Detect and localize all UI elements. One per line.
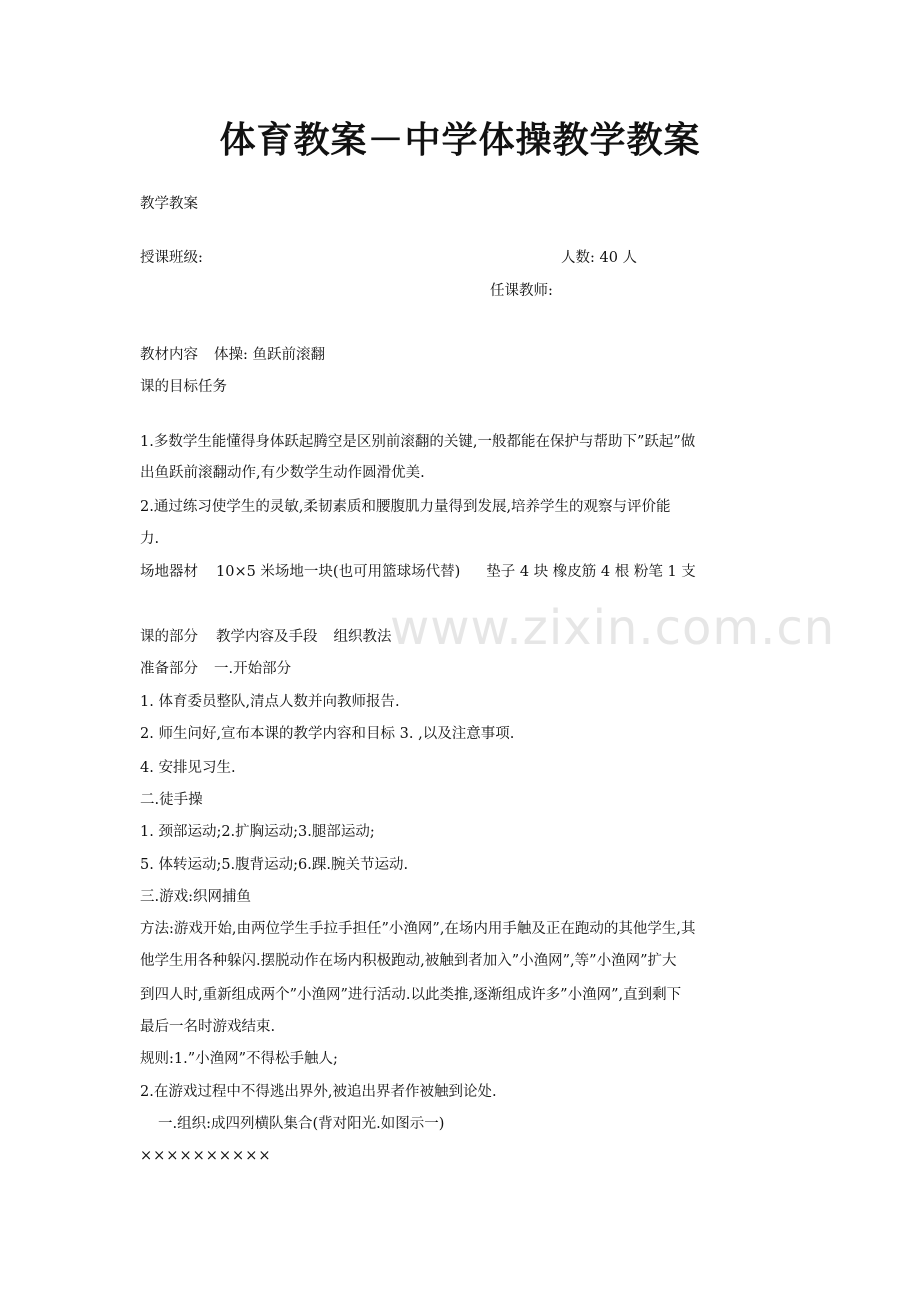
equipment-items: 垫子 4 块 橡皮筋 4 根 粉笔 1 支 xyxy=(486,564,696,580)
equipment-label: 场地器材 xyxy=(140,564,198,580)
prep-start: 一.开始部分 xyxy=(214,661,292,677)
method-line: 方法:游戏开始,由两位学生手拉手担任”小渔网”,在场内用手触及正在跑动的其他学生,其 xyxy=(140,921,696,937)
list-item: 4. 安排见习生. xyxy=(140,760,236,776)
list-item: 2. 师生问好,宣布本课的教学内容和目标 3. ,以及注意事项. xyxy=(140,726,515,742)
prep-part: 准备部分 xyxy=(140,661,198,677)
equipment-row xyxy=(140,562,696,582)
objective-2-line1: 2.通过练习使学生的灵敏,柔韧素质和腰腹肌力量得到发展,培养学生的观察与评价能 xyxy=(140,499,671,515)
formation-row: ×××××××××× xyxy=(140,1148,272,1164)
section-heading: 三.游戏:织网捕鱼 xyxy=(140,889,251,905)
list-item: 1. 体育委员整队,清点人数并向教师报告. xyxy=(140,694,400,710)
organization-line: 一.组织:成四列横队集合(背对阳光.如图示一) xyxy=(158,1116,445,1132)
material-row xyxy=(140,345,325,365)
teacher-label: 任课教师: xyxy=(490,283,553,299)
column-headers xyxy=(140,627,392,647)
objective-2-line2: 力. xyxy=(140,531,160,547)
method-line: 最后一名时游戏结束. xyxy=(140,1019,276,1035)
material-value: 体操: 鱼跃前滚翻 xyxy=(214,347,325,363)
method-line: 到四人时,重新组成两个”小渔网”进行活动.以此类推,逐渐组成许多”小渔网”,直到剩下 xyxy=(140,987,682,1003)
rule-line: 规则:1.”小渔网”不得松手触人; xyxy=(140,1051,338,1067)
objective-heading: 课的目标任务 xyxy=(140,379,227,395)
list-item: 1. 颈部运动;2.扩胸运动;3.腿部运动; xyxy=(140,824,375,840)
section-heading: 二.徒手操 xyxy=(140,792,203,808)
rule-line: 2.在游戏过程中不得逃出界外,被追出界者作被触到论处. xyxy=(140,1084,497,1100)
objective-1-line1: 1.多数学生能懂得身体跃起腾空是区别前滚翻的关键,一般都能在保护与帮助下”跃起”做 xyxy=(140,434,696,450)
material-label: 教材内容 xyxy=(140,347,198,363)
page-title: 体育教案－中学体操教学教案 xyxy=(219,120,701,161)
objective-1-line2: 出鱼跃前滚翻动作,有少数学生动作圆滑优美. xyxy=(140,465,425,481)
col-part: 课的部分 xyxy=(140,629,198,645)
equipment-field: 10×5 米场地一块(也可用篮球场代替) xyxy=(216,564,461,580)
doc-type: 教学教案 xyxy=(140,196,198,212)
watermark: www.zixin.com.cn xyxy=(390,600,836,656)
method-line: 他学生用各种躲闪.摆脱动作在场内积极跑动,被触到者加入”小渔网”,等”小渔网”扩大 xyxy=(140,953,677,969)
col-content: 教学内容及手段 xyxy=(216,629,318,645)
col-method: 组织教法 xyxy=(333,629,392,645)
class-label: 授课班级: xyxy=(140,250,203,266)
list-item: 5. 体转运动;5.腹背运动;6.踝.腕关节运动. xyxy=(140,857,409,873)
student-count: 人数: 40 人 xyxy=(561,250,638,266)
prep-row xyxy=(140,659,291,679)
